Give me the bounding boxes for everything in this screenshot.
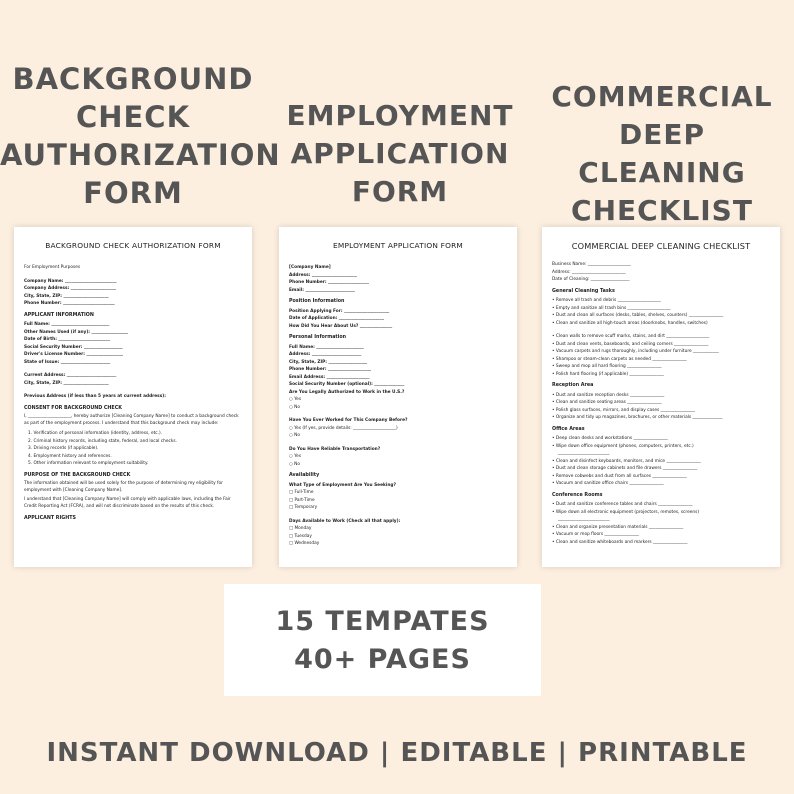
section-heading: PURPOSE OF THE BACKGROUND CHECK: [24, 472, 131, 478]
option: ○ No: [289, 461, 507, 469]
form-field: Email Address: ____________________: [289, 374, 370, 380]
form-field: Previous Address (if less than 5 years at current address):: [24, 394, 166, 399]
checklist-item: • Wipe down office equipment (phones, computers, printers, etc.): [552, 443, 770, 451]
headline-line: APPLICATION: [290, 137, 510, 170]
checklist-item: • Clean and sanitize seating areas ________________: [552, 399, 770, 407]
checklist-item: • Polish hard flooring (if applicable) ________________: [552, 371, 770, 379]
form-field: Company Address: _____________________: [24, 286, 116, 291]
checklist-item: ________________________: [558, 451, 610, 456]
section-heading: Availability: [289, 473, 320, 478]
checklist-item: • Clean walls to remove scuff marks, stains, and dirt ____________________: [552, 333, 770, 341]
section-heading: APPLICANT RIGHTS: [24, 515, 76, 521]
form-field: Phone Number: ____________________: [289, 367, 372, 372]
headline-line: CHECKLIST: [571, 194, 753, 227]
checklist-item: • Shampoo or steam-clean carpets as needed ________________: [552, 356, 770, 364]
checklist-item: • Dust and clean storage cabinets and file drawers ________________: [552, 465, 770, 473]
form-field: Current Address: _______________________: [24, 373, 117, 378]
checklist-item: • Organize and tidy up magazines, brochures, or other materials ______________: [552, 414, 770, 422]
checklist-item: • Dust and clean all surfaces (desks, tables, shelves, counters) ________________: [552, 312, 770, 320]
checklist-item: • Dust and clean vents, baseboards, and ceiling corners ________________: [552, 341, 770, 349]
form-field: Full Name: ___________________________: [24, 322, 110, 327]
form-field: Address: _____________________: [289, 272, 357, 278]
form-field: How Did You Hear About Us? _______________: [289, 323, 393, 329]
checklist-item: • Wipe down all electronic equipment (projectors, remotes, screens): [552, 509, 770, 517]
form-field: Business Name: ____________________: [552, 262, 631, 267]
headline-cleaning-checklist: [530, 78, 794, 230]
page-title: EMPLOYMENT APPLICATION FORM: [333, 241, 463, 250]
list-item: 5. Other information relevant to employment suitability.: [28, 461, 149, 467]
form-field: Date of Birth: ________________________: [24, 337, 111, 342]
question: Days Available to Work (Check all that apply):: [289, 518, 401, 524]
headline-line: FORM: [351, 175, 449, 208]
form-field: City, State, ZIP: _____________________: [24, 293, 109, 299]
headline-employment-application: [280, 97, 520, 211]
footer-tagline: INSTANT DOWNLOAD | EDITABLE | PRINTABLE: [46, 738, 748, 768]
form-field: City, State, ZIP: __________________: [289, 359, 368, 365]
checklist-item: • Vacuum and sanitize office chairs ________________: [552, 480, 770, 488]
form-field: Position Applying For: _____________________: [289, 308, 390, 314]
page-title: BACKGROUND CHECK AUTHORIZATION FORM: [45, 241, 221, 250]
section-heading: Reception Area: [552, 383, 594, 388]
checklist-item: • Sweep and mop all hard flooring ________________: [552, 363, 770, 371]
cleaning-checklist-preview: [542, 227, 780, 567]
banner-pages: 40+ PAGES: [294, 644, 471, 675]
question: What Type of Employment Are You Seeking?: [289, 482, 396, 488]
templates-count-banner: [224, 584, 541, 696]
checklist-item: • Dust and sanitize conference tables and chairs ________________: [552, 501, 770, 509]
consent-paragraph: I, ____________________, hereby authorize [Cleaning Company Name] to conduct a background check as part of the employment process. I understand that this background check may include:: [24, 414, 239, 426]
question: Have You Ever Worked for This Company Before?: [289, 418, 408, 423]
checklist-item: • Remove all trash and debris ____________________: [552, 297, 770, 305]
option: □ Temporary: [289, 504, 507, 512]
checklist-item: • Empty and sanitize all trash bins ____________________: [552, 305, 770, 313]
form-field: Phone Number: ___________________: [289, 280, 369, 285]
section-heading: CONSENT FOR BACKGROUND CHECK: [24, 405, 122, 411]
checklist-item: ________________________: [558, 517, 610, 522]
form-field: Email: _______________________: [289, 287, 355, 293]
form-field: Social Security Number (optional): ______________: [289, 382, 405, 387]
option: □ Tuesday: [289, 533, 507, 541]
question: Are You Legally Authorized to Work in the U.S.?: [289, 389, 405, 395]
form-field: Address: _______________________: [289, 352, 362, 357]
form-field: Full Name: ______________________: [289, 344, 364, 350]
form-field: Date of Cleaning: __________________: [552, 277, 630, 282]
section-heading: Personal Information: [289, 335, 347, 340]
option: □ Part-Time: [289, 497, 507, 505]
form-field: City, State, ZIP: _____________________: [24, 380, 109, 386]
checklist-item: • Clean and disinfect keyboards, monitors, and mice ________________: [552, 458, 770, 466]
form-field: Other Names Used (if any): _________________: [24, 329, 129, 335]
option: ○ Yes: [289, 396, 507, 404]
section-heading: General Cleaning Tasks: [552, 288, 615, 294]
background-check-form-preview: [14, 227, 252, 567]
list-item: 4. Employment history and references.: [28, 453, 112, 459]
option: ○ Yes (If yes, provide details: ____________________): [289, 425, 507, 433]
form-field: Date of Application: _____________________: [289, 316, 384, 321]
form-field: Company Name: ________________________: [24, 278, 117, 284]
headline-background-check: [0, 60, 281, 212]
checklist-item: • Deep clean desks and workstations ________________: [552, 435, 770, 443]
list-item: 2. Criminal history records, including state, federal, and local checks.: [28, 438, 177, 444]
question: Do You Have Reliable Transportation?: [289, 446, 381, 452]
headline-line: CLEANING: [578, 156, 746, 189]
headline-line: EMPLOYMENT: [286, 99, 514, 132]
option: ○ No: [289, 404, 507, 412]
option: □ Monday: [289, 525, 507, 533]
option: ○ Yes: [289, 453, 507, 461]
form-field: Social Security Number: __________________: [24, 344, 123, 350]
checklist-item: • Clean and sanitize all high-touch areas (doorknobs, handles, switches): [552, 320, 770, 328]
list-item: 1. Verification of personal information (identity, address, etc.).: [28, 431, 163, 437]
headline-line: CHECK: [75, 100, 191, 134]
form-field: Phone Number: ________________________: [24, 301, 115, 306]
section-heading: Conference Rooms: [552, 492, 603, 498]
headline-line: COMMERCIAL: [551, 80, 773, 113]
section-heading: APPLICANT INFORMATION: [24, 312, 94, 318]
headline-line: AUTHORIZATION: [0, 138, 281, 172]
checklist-item: • Dust and sanitize reception desks ________________: [552, 392, 770, 400]
section-heading: Position Information: [289, 299, 345, 304]
headline-line: FORM: [83, 176, 183, 210]
checklist-item: • Polish glass surfaces, mirrors, and display cases ________________: [552, 407, 770, 415]
list-item: 3. Driving records (if applicable).: [28, 446, 99, 452]
checklist-item: • Remove cobwebs and dust from all surfaces ________________: [552, 473, 770, 481]
purpose-text: For Employment Purposes: [24, 265, 81, 270]
purpose-paragraph: The information obtained will be used solely for the purpose of determining my eligibility for employment with [Cleaning Company Name].: [24, 481, 223, 493]
headline-line: DEEP: [618, 118, 706, 151]
form-field: Driver's License Number: _________________: [24, 352, 124, 357]
option: □ Wednesday: [289, 540, 507, 548]
section-heading: Office Areas: [552, 426, 585, 432]
checklist-item: • Clean and organize presentation materials ________________: [552, 524, 770, 532]
headline-line: BACKGROUND: [12, 62, 254, 96]
form-field: [Company Name]: [289, 265, 331, 270]
page-title: COMMERCIAL DEEP CLEANING CHECKLIST: [571, 241, 751, 251]
option: □ Full-Time: [289, 489, 507, 497]
banner-templates: 15 TEMPATES: [275, 606, 490, 637]
understand-paragraph: I understand that [Cleaning Company Name] will comply with applicable laws, including the Fair Credit Reporting Act (FCRA), and will not discriminate based on the results of this check.: [24, 497, 231, 509]
checklist-item: • Clean and sanitize whiteboards and markers ________________: [552, 539, 770, 547]
form-field: State of Issue: _______________________: [24, 359, 111, 365]
checklist-item: • Vacuum or mop floors ________________: [552, 531, 770, 539]
checklist-item: • Vacuum carpets and rugs thoroughly, including under furniture ____________: [552, 348, 770, 356]
form-field: Address: _________________________: [552, 269, 626, 275]
employment-application-preview: [279, 227, 517, 567]
option: ○ No: [289, 432, 507, 440]
